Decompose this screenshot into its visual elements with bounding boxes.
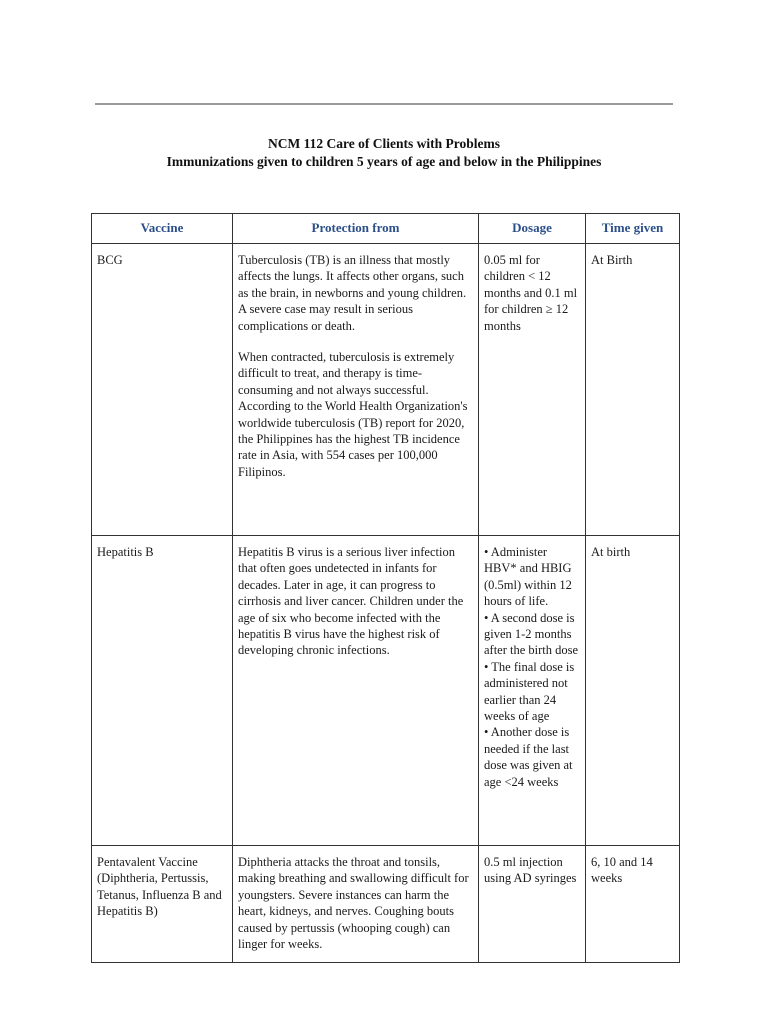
dosage-item: • A second dose is given 1-2 months after the birth dose — [484, 610, 579, 658]
dosage-item: • Another dose is needed if the last dose was given at age <24 weeks — [484, 725, 573, 789]
document-heading — [0, 135, 768, 171]
table-row-hepatitis-b — [92, 536, 680, 846]
cell-protection — [233, 846, 479, 963]
protection-paragraph: Diphtheria attacks the throat and tonsils, making breathing and swallowing difficult for youngsters. Severe instances can harm the heart, kidneys, and nerves. Coughing bouts caused by pertussis (whooping cough) can linger for weeks. — [238, 855, 469, 952]
top-divider — [95, 103, 673, 105]
header-vaccine: Vaccine — [92, 214, 233, 244]
immunization-table — [91, 213, 680, 963]
table-row-bcg — [92, 244, 680, 536]
dosage-text: 0.5 ml injection using AD syringes — [484, 855, 577, 886]
document-title: NCM 112 Care of Clients with Problems — [268, 136, 500, 151]
cell-protection — [233, 536, 479, 846]
cell-time-given: At Birth — [586, 244, 680, 536]
dosage-item: • Administer HBV* and HBIG (0.5ml) within 12 hours of life. — [484, 545, 572, 609]
cell-time-given: At birth — [586, 536, 680, 846]
table-row-pentavalent — [92, 846, 680, 963]
protection-paragraph: Hepatitis B virus is a serious liver infection that often goes undetected in infants for decades. Later in age, it can progress to cirrhosis and liver cancer. Children under the age of six who become infected with the hepatitis B virus have the highest risk of developing chronic infections. — [238, 545, 464, 658]
document-subtitle: Immunizations given to children 5 years of age and below in the Philippines — [166, 154, 602, 169]
cell-vaccine: Hepatitis B — [92, 536, 233, 846]
header-protection: Protection from — [233, 214, 479, 244]
table-header-row — [92, 214, 680, 244]
dosage-text: 0.05 ml for children < 12 months and 0.1 ml for children ≥ 12 months — [484, 253, 578, 333]
cell-vaccine: BCG — [92, 244, 233, 536]
dosage-item: • The final dose is administered not earlier than 24 weeks of age — [484, 659, 575, 724]
cell-time-given: 6, 10 and 14 weeks — [586, 846, 680, 963]
header-time-given: Time given — [586, 214, 680, 244]
cell-dosage — [479, 244, 586, 536]
protection-paragraph: When contracted, tuberculosis is extremely difficult to treat, and therapy is time-consuming and not always successful. According to the World Health Organization's worldwide tuberculosis (TB) report for 2020, the Philippines has the highest TB incidence rate in Asia, with 554 cases per 100,000 Filipinos. — [238, 350, 468, 479]
cell-protection — [233, 244, 479, 536]
cell-vaccine: Pentavalent Vaccine (Diphtheria, Pertussis, Tetanus, Influenza B and Hepatitis B) — [92, 846, 233, 963]
cell-dosage — [479, 846, 586, 963]
cell-dosage — [479, 536, 586, 846]
header-dosage: Dosage — [479, 214, 586, 244]
protection-paragraph: Tuberculosis (TB) is an illness that mostly affects the lungs. It affects other organs, such as the brain, in newborns and young children. A severe case may result in serious complications or death. — [238, 253, 467, 333]
